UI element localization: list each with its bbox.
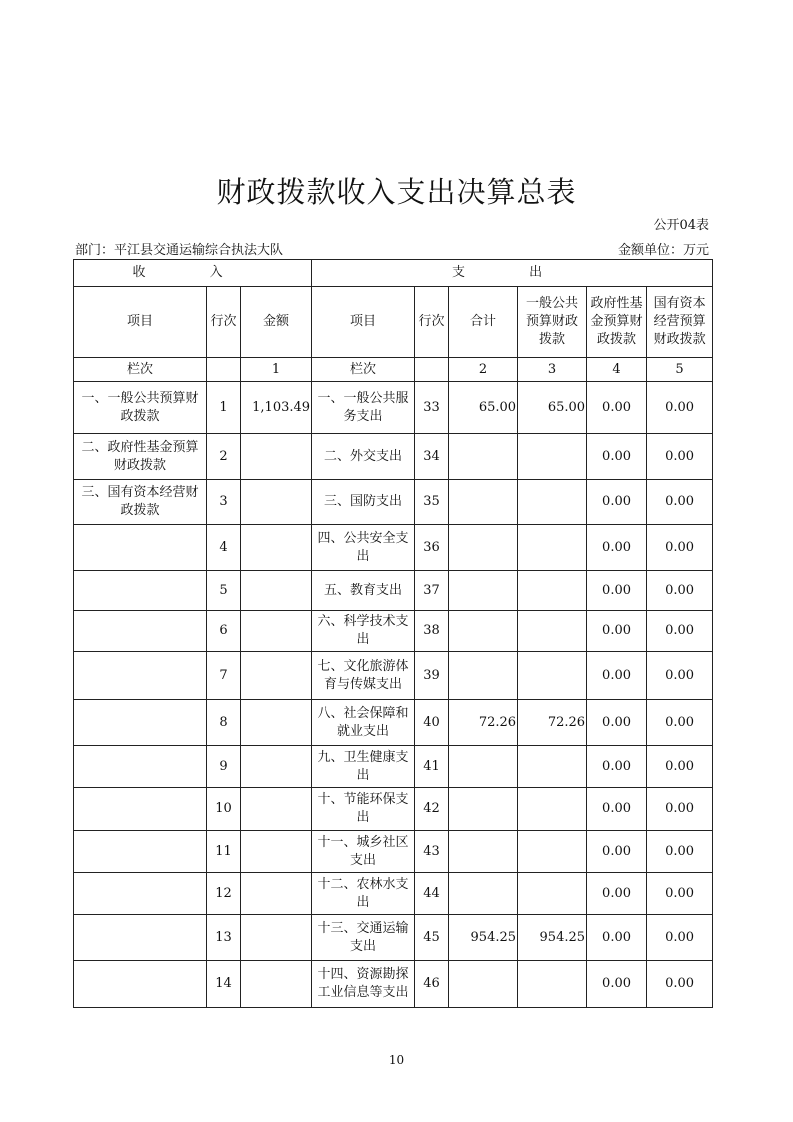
income-line: 2	[207, 434, 241, 480]
header-expense-line: 行次	[415, 287, 449, 358]
income-line: 14	[207, 961, 241, 1008]
general-budget-amount	[518, 480, 587, 525]
index-income-line	[207, 358, 241, 382]
gov-fund-amount: 0.00	[587, 652, 647, 700]
income-line: 6	[207, 611, 241, 652]
table-row	[74, 571, 713, 611]
income-amount	[241, 571, 312, 611]
expense-total	[449, 525, 518, 571]
income-amount: 1,103.49	[241, 382, 312, 434]
expense-item: 五、教育支出	[312, 571, 415, 611]
expense-item: 十一、城乡社区支出	[312, 831, 415, 873]
header-income-line: 行次	[207, 287, 241, 358]
income-amount	[241, 700, 312, 746]
income-line: 4	[207, 525, 241, 571]
income-item	[74, 746, 207, 788]
state-capital-amount: 0.00	[647, 915, 713, 961]
expense-total	[449, 571, 518, 611]
gov-fund-amount: 0.00	[587, 873, 647, 915]
expense-total	[449, 961, 518, 1008]
income-amount	[241, 746, 312, 788]
index-income-amount: 1	[241, 358, 312, 382]
expense-item: 十二、农林水支出	[312, 873, 415, 915]
income-item	[74, 525, 207, 571]
income-item	[74, 915, 207, 961]
income-amount	[241, 873, 312, 915]
general-budget-amount	[518, 961, 587, 1008]
income-line: 10	[207, 788, 241, 831]
general-budget-amount	[518, 571, 587, 611]
state-capital-amount: 0.00	[647, 961, 713, 1008]
header-income-amount: 金额	[241, 287, 312, 358]
index-expense-line	[415, 358, 449, 382]
income-item	[74, 831, 207, 873]
state-capital-amount: 0.00	[647, 831, 713, 873]
general-budget-amount	[518, 873, 587, 915]
general-budget-amount	[518, 831, 587, 873]
fiscal-summary-table	[73, 259, 713, 1008]
state-capital-amount: 0.00	[647, 480, 713, 525]
page-number: 10	[388, 1053, 405, 1067]
income-amount	[241, 831, 312, 873]
state-capital-amount: 0.00	[647, 652, 713, 700]
section-header-row	[74, 260, 713, 287]
state-capital-amount: 0.00	[647, 873, 713, 915]
expense-line: 36	[415, 525, 449, 571]
expense-line: 39	[415, 652, 449, 700]
expense-total: 65.00	[449, 382, 518, 434]
table-row	[74, 611, 713, 652]
gov-fund-amount: 0.00	[587, 961, 647, 1008]
header-gov-fund: 政府性基金预算财政拨款	[587, 287, 647, 358]
table-row	[74, 434, 713, 480]
expense-total: 72.26	[449, 700, 518, 746]
table-row	[74, 700, 713, 746]
expense-line: 33	[415, 382, 449, 434]
expense-item: 二、外交支出	[312, 434, 415, 480]
index-expense-item: 栏次	[312, 358, 415, 382]
expense-item: 一、一般公共服务支出	[312, 382, 415, 434]
gov-fund-amount: 0.00	[587, 746, 647, 788]
income-item	[74, 961, 207, 1008]
general-budget-amount: 954.25	[518, 915, 587, 961]
table-row	[74, 480, 713, 525]
header-general-budget: 一般公共预算财政拨款	[518, 287, 587, 358]
expense-section-header: 支 出	[312, 260, 713, 287]
expense-item: 八、社会保障和就业支出	[312, 700, 415, 746]
general-budget-amount	[518, 611, 587, 652]
expense-item: 十三、交通运输支出	[312, 915, 415, 961]
table-row	[74, 746, 713, 788]
income-amount	[241, 961, 312, 1008]
income-amount	[241, 611, 312, 652]
state-capital-amount: 0.00	[647, 382, 713, 434]
expense-total	[449, 831, 518, 873]
expense-line: 34	[415, 434, 449, 480]
header-state-capital: 国有资本经营预算财政拨款	[647, 287, 713, 358]
gov-fund-amount: 0.00	[587, 611, 647, 652]
gov-fund-amount: 0.00	[587, 382, 647, 434]
income-item: 三、国有资本经营财政拨款	[74, 480, 207, 525]
expense-item: 十、节能环保支出	[312, 788, 415, 831]
income-amount	[241, 434, 312, 480]
income-item	[74, 700, 207, 746]
gov-fund-amount: 0.00	[587, 700, 647, 746]
index-total: 2	[449, 358, 518, 382]
expense-item: 四、公共安全支出	[312, 525, 415, 571]
income-item	[74, 652, 207, 700]
income-line: 13	[207, 915, 241, 961]
income-line: 9	[207, 746, 241, 788]
expense-line: 46	[415, 961, 449, 1008]
column-header-row	[74, 287, 713, 358]
income-line: 3	[207, 480, 241, 525]
income-amount	[241, 652, 312, 700]
state-capital-amount: 0.00	[647, 434, 713, 480]
income-item: 一、一般公共预算财政拨款	[74, 382, 207, 434]
gov-fund-amount: 0.00	[587, 525, 647, 571]
expense-line: 40	[415, 700, 449, 746]
column-index-row	[74, 358, 713, 382]
expense-total	[449, 480, 518, 525]
general-budget-amount	[518, 652, 587, 700]
income-line: 11	[207, 831, 241, 873]
gov-fund-amount: 0.00	[587, 788, 647, 831]
expense-line: 44	[415, 873, 449, 915]
income-item	[74, 788, 207, 831]
general-budget-amount: 65.00	[518, 382, 587, 434]
gov-fund-amount: 0.00	[587, 480, 647, 525]
income-amount	[241, 788, 312, 831]
income-amount	[241, 480, 312, 525]
header-total: 合计	[449, 287, 518, 358]
expense-item: 七、文化旅游体育与传媒支出	[312, 652, 415, 700]
table-row	[74, 788, 713, 831]
gov-fund-amount: 0.00	[587, 571, 647, 611]
income-line: 1	[207, 382, 241, 434]
expense-line: 41	[415, 746, 449, 788]
income-item	[74, 571, 207, 611]
income-item: 二、政府性基金预算财政拨款	[74, 434, 207, 480]
income-line: 5	[207, 571, 241, 611]
table-row	[74, 525, 713, 571]
expense-line: 38	[415, 611, 449, 652]
expense-total	[449, 788, 518, 831]
expense-item: 三、国防支出	[312, 480, 415, 525]
state-capital-amount: 0.00	[647, 611, 713, 652]
state-capital-amount: 0.00	[647, 571, 713, 611]
general-budget-amount	[518, 434, 587, 480]
general-budget-amount	[518, 788, 587, 831]
expense-item: 九、卫生健康支出	[312, 746, 415, 788]
general-budget-amount	[518, 525, 587, 571]
page-title: 财政拨款收入支出决算总表	[216, 175, 577, 209]
expense-line: 37	[415, 571, 449, 611]
state-capital-amount: 0.00	[647, 788, 713, 831]
index-general: 3	[518, 358, 587, 382]
header-income-item: 项目	[74, 287, 207, 358]
general-budget-amount	[518, 746, 587, 788]
table-row	[74, 382, 713, 434]
table-row	[74, 873, 713, 915]
gov-fund-amount: 0.00	[587, 915, 647, 961]
index-gov-fund: 4	[587, 358, 647, 382]
state-capital-amount: 0.00	[647, 700, 713, 746]
income-section-header: 收 入	[74, 260, 312, 287]
table-row	[74, 961, 713, 1008]
form-code: 公开04表	[653, 218, 709, 233]
department-label: 部门：平江县交通运输综合执法大队	[75, 243, 284, 258]
general-budget-amount: 72.26	[518, 700, 587, 746]
expense-line: 43	[415, 831, 449, 873]
table-row	[74, 831, 713, 873]
income-amount	[241, 525, 312, 571]
income-line: 8	[207, 700, 241, 746]
state-capital-amount: 0.00	[647, 525, 713, 571]
expense-total	[449, 652, 518, 700]
expense-item: 十四、资源勘探工业信息等支出	[312, 961, 415, 1008]
income-item	[74, 611, 207, 652]
index-income-item: 栏次	[74, 358, 207, 382]
expense-total	[449, 873, 518, 915]
table-row	[74, 915, 713, 961]
table-row	[74, 652, 713, 700]
expense-item: 六、科学技术支出	[312, 611, 415, 652]
income-line: 12	[207, 873, 241, 915]
unit-label: 金额单位：万元	[617, 243, 709, 258]
expense-total	[449, 611, 518, 652]
state-capital-amount: 0.00	[647, 746, 713, 788]
expense-total	[449, 434, 518, 480]
income-item	[74, 873, 207, 915]
expense-line: 45	[415, 915, 449, 961]
header-expense-item: 项目	[312, 287, 415, 358]
expense-line: 35	[415, 480, 449, 525]
index-state-capital: 5	[647, 358, 713, 382]
expense-total: 954.25	[449, 915, 518, 961]
expense-total	[449, 746, 518, 788]
expense-line: 42	[415, 788, 449, 831]
income-amount	[241, 915, 312, 961]
income-line: 7	[207, 652, 241, 700]
gov-fund-amount: 0.00	[587, 831, 647, 873]
gov-fund-amount: 0.00	[587, 434, 647, 480]
